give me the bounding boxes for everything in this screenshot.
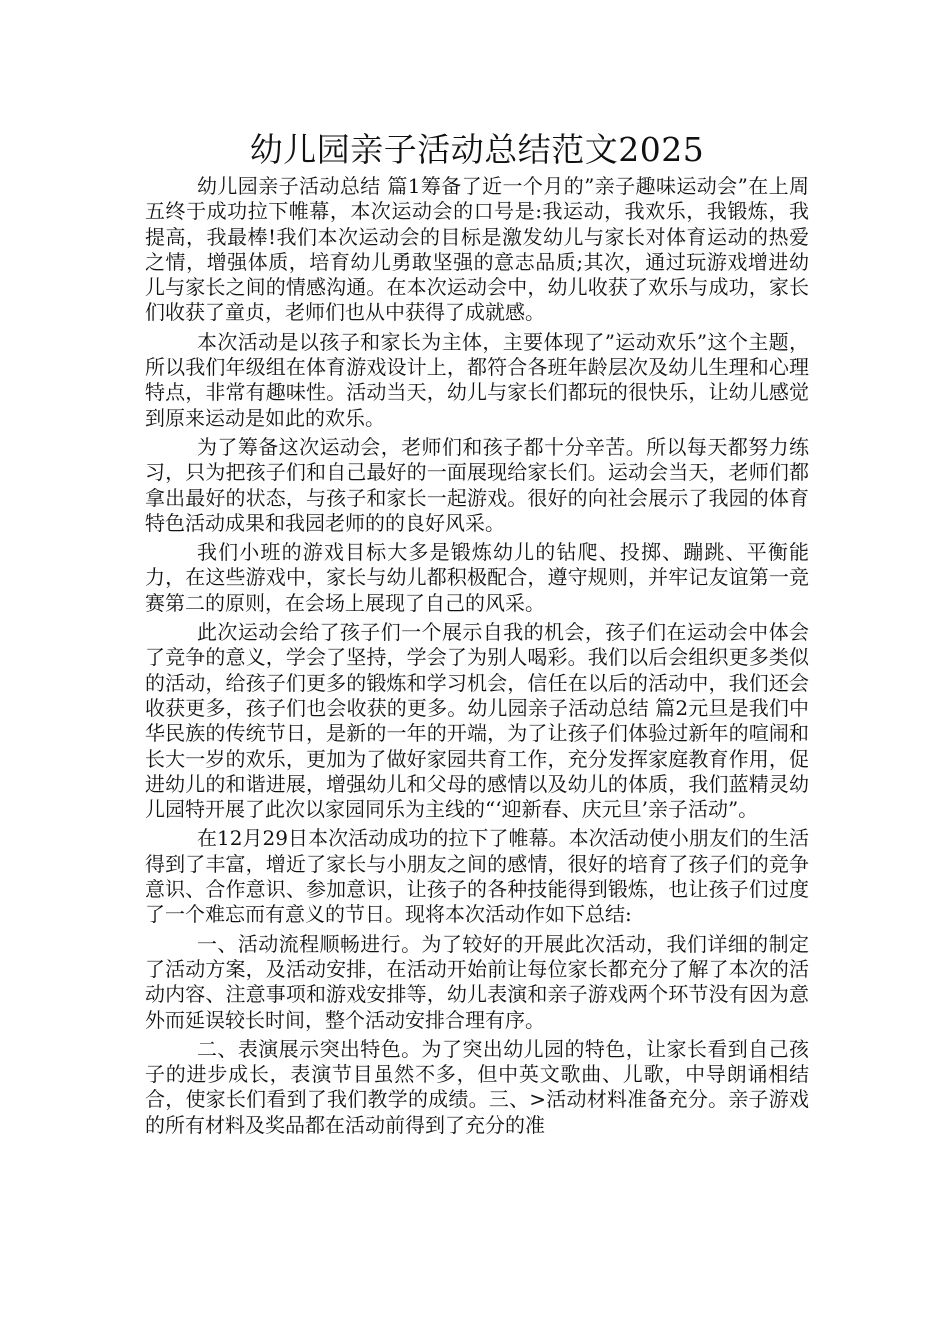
document-title: 幼儿园亲子活动总结范文2025: [249, 130, 705, 169]
paragraph-6: 在12月29日本次活动成功的拉下了帷幕。本次活动使小朋友们的生活得到了丰富，增近了家长与小朋友之间的感情，很好的培育了孩子们的竞争意识、合作意识、参加意识，让孩子的各种技能得到锻炼，也让孩子们过度了一个难忘而有意义的节日。现将本次活动作如下总结:: [145, 826, 809, 927]
paragraph-3: 为了筹备这次运动会，老师们和孩子都十分辛苦。所以每天都努力练习，只为把孩子们和自己最好的一面展现给家长们。运动会当天，老师们都拿出最好的状态，与孩子和家长一起游戏。很好的向社会展示了我园的体育特色活动成果和我园老师的的良好风采。: [145, 434, 809, 535]
paragraph-7: 一、活动流程顺畅进行。为了较好的开展此次活动，我们详细的制定了活动方案，及活动安排，在活动开始前让每位家长都充分了解了本次的活动内容、注意事项和游戏安排等，幼儿表演和亲子游戏两个环节没有因为意外而延误较长时间，整个活动安排合理有序。: [145, 931, 809, 1032]
paragraph-1: 幼儿园亲子活动总结 篇1筹备了近一个月的”亲子趣味运动会”在上周五终于成功拉下帷幕，本次运动会的口号是:我运动，我欢乐，我锻炼，我提高，我最棒!我们本次运动会的目标是激发幼儿与家长对体育运动的热爱之情，增强体质，培育幼儿勇敢坚强的意志品质;其次，通过玩游戏增进幼儿与家长之间的情感沟通。在本次运动会中，幼儿收获了欢乐与成功，家长们收获了童贞，老师们也从中获得了成就感。: [145, 174, 809, 325]
paragraph-4: 我们小班的游戏目标大多是锻炼幼儿的钻爬、投掷、蹦跳、平衡能力，在这些游戏中，家长与幼儿都积极配合，遵守规则，并牢记友谊第一竞赛第二的原则，在会场上展现了自己的风采。: [145, 540, 809, 615]
document-page: [145, 128, 809, 1142]
paragraph-5: 此次运动会给了孩子们一个展示自我的机会，孩子们在运动会中体会了竞争的意义，学会了坚持，学会了为别人喝彩。我们以后会组织更多类似的活动，给孩子们更多的锻炼和学习机会，信任在以后的活动中，我们还会收获更多，孩子们也会收获的更多。幼儿园亲子活动总结 篇2元旦是我们中华民族的传统节日，是新的一年的开端，为了让孩子们体验过新年的喧闹和长大一岁的欢乐，更加为了做好家园共育工作，充分发挥家庭教育作用，促进幼儿的和谐进展，增强幼儿和父母的感情以及幼儿的体质，我们蓝精灵幼儿园特开展了此次以家园同乐为主线的“‘迎新春、庆元旦’亲子活动”。: [145, 620, 809, 822]
paragraph-8: 二、表演展示突出特色。为了突出幼儿园的特色，让家长看到自己孩子的进步成长，表演节目虽然不多，但中英文歌曲、儿歌，中导朗诵相结合，使家长们看到了我们教学的成绩。三、>活动材料准备充分。亲子游戏的所有材料及奖品都在活动前得到了充分的准: [145, 1036, 809, 1137]
paragraph-2: 本次活动是以孩子和家长为主体，主要体现了”运动欢乐”这个主题，所以我们年级组在体育游戏设计上，都符合各班年龄层次及幼儿生理和心理特点，非常有趣味性。活动当天，幼儿与家长们都玩的很快乐，让幼儿感觉到原来运动是如此的欢乐。: [145, 329, 809, 430]
